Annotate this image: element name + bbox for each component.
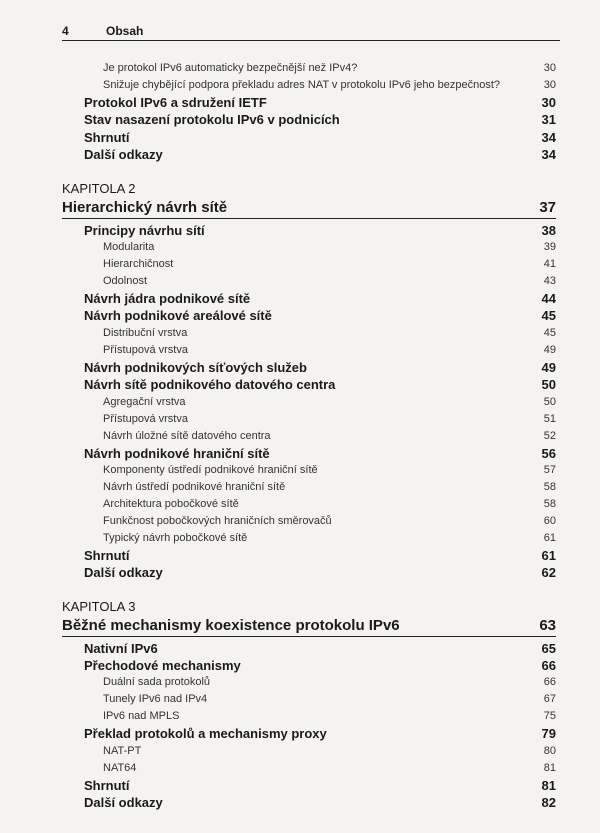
toc-section[interactable] — [62, 307, 556, 324]
toc-entry-title: Návrh ústředí podnikové hraniční sítě — [103, 480, 286, 493]
toc-entry-title: Další odkazy — [84, 795, 163, 811]
toc-entry-page: 66 — [543, 676, 556, 689]
toc-section[interactable] — [62, 725, 556, 742]
toc-entry-title: Přístupová vrstva — [103, 343, 188, 356]
toc-subsection[interactable] — [62, 530, 556, 547]
toc-entry-page: 34 — [541, 129, 556, 145]
toc-entry-title: Návrh jádra podnikové sítě — [84, 290, 251, 306]
page-number: 4 — [62, 24, 69, 38]
toc-section[interactable] — [62, 376, 556, 393]
toc-entry-title: Návrh podnikové hraniční sítě — [84, 445, 270, 461]
toc-entry-page: 49 — [543, 343, 556, 356]
toc-subsection[interactable] — [62, 496, 556, 513]
chapter-label[interactable] — [62, 598, 556, 616]
toc-entry-page: 58 — [543, 497, 556, 510]
toc-entry-page: 58 — [543, 480, 556, 493]
toc-entry-page: 39 — [543, 240, 556, 253]
toc-entry-title: Agregační vrstva — [103, 395, 186, 408]
toc-entry-title: Návrh podnikových síťových služeb — [84, 359, 307, 375]
toc-subsection[interactable] — [62, 239, 556, 256]
table-of-contents — [62, 60, 556, 812]
toc-entry-page: 45 — [543, 326, 556, 339]
toc-section[interactable] — [62, 359, 556, 376]
toc-subsection[interactable] — [62, 411, 556, 428]
toc-entry-title: Hierarchičnost — [103, 257, 174, 270]
toc-subsection[interactable] — [62, 256, 556, 273]
toc-entry-title: Další odkazy — [84, 565, 163, 581]
toc-entry-title: NAT-PT — [103, 744, 142, 757]
toc-entry-title: Překlad protokolů a mechanismy proxy — [84, 726, 327, 742]
toc-entry-title: Protokol IPv6 a sdružení IETF — [84, 95, 267, 110]
toc-entry-title: Shrnutí — [84, 129, 130, 145]
toc-section[interactable] — [62, 129, 556, 146]
toc-entry-page: 67 — [543, 693, 556, 706]
toc-entry-page: 50 — [541, 377, 556, 393]
toc-entry-title: Typický návrh pobočkové sítě — [103, 531, 248, 544]
toc-entry-page: 51 — [543, 412, 556, 425]
toc-entry-page: 62 — [541, 565, 556, 581]
toc-entry-page: 34 — [541, 147, 556, 163]
toc-section[interactable] — [62, 564, 556, 581]
toc-entry-title: Snižuje chybějící podpora překladu adres NAT v protokolu IPv6 jeho bezpečnost? — [103, 79, 501, 91]
toc-entry-title: IPv6 nad MPLS — [103, 710, 180, 723]
toc-subsection[interactable] — [62, 325, 556, 342]
toc-subsection[interactable] — [62, 428, 556, 445]
toc-section[interactable] — [62, 777, 556, 794]
toc-entry-title: Architektura pobočkové sítě — [103, 497, 239, 510]
toc-entry-page: 52 — [543, 429, 556, 442]
toc-entry-page: 30 — [543, 79, 556, 91]
toc-subsection[interactable] — [62, 394, 556, 411]
toc-subsection[interactable] — [62, 60, 556, 77]
toc-entry-page: 65 — [541, 640, 556, 656]
toc-entry-title: Shrnutí — [84, 547, 130, 563]
toc-entry-page: 66 — [541, 658, 556, 674]
chapter-label[interactable] — [62, 180, 556, 198]
toc-entry-title: Shrnutí — [84, 777, 130, 793]
toc-subsection[interactable] — [62, 342, 556, 359]
toc-entry-title: Návrh podnikové areálové sítě — [84, 308, 272, 324]
toc-section[interactable] — [62, 290, 556, 307]
toc-subsection[interactable] — [62, 479, 556, 496]
toc-entry-title: KAPITOLA 2 — [62, 180, 136, 196]
toc-subsection[interactable] — [62, 77, 556, 94]
toc-subsection[interactable] — [62, 513, 556, 530]
toc-section[interactable] — [62, 94, 556, 111]
toc-entry-title: Přechodové mechanismy — [84, 658, 241, 674]
toc-subsection[interactable] — [62, 674, 556, 691]
toc-entry-title: Modularita — [103, 240, 155, 253]
toc-entry-page: 43 — [543, 274, 556, 287]
toc-entry-title: Duální sada protokolů — [103, 676, 211, 689]
toc-subsection[interactable] — [62, 691, 556, 708]
toc-entry-page: 50 — [543, 395, 556, 408]
running-title: Obsah — [106, 24, 144, 38]
toc-entry-title: Nativní IPv6 — [84, 640, 158, 656]
toc-section[interactable] — [62, 146, 556, 163]
toc-section[interactable] — [62, 657, 556, 674]
toc-entry-page: 38 — [541, 222, 556, 238]
toc-section[interactable] — [62, 547, 556, 564]
toc-entry-page: 30 — [543, 62, 556, 74]
toc-entry-page: 56 — [541, 445, 556, 461]
toc-subsection[interactable] — [62, 760, 556, 777]
toc-entry-title: Komponenty ústředí podnikové hraniční sítě — [103, 463, 318, 476]
toc-section[interactable] — [62, 222, 556, 239]
toc-entry-page: 75 — [543, 710, 556, 723]
toc-entry-page: 44 — [541, 290, 556, 306]
toc-section[interactable] — [62, 794, 556, 811]
toc-entry-title: Přístupová vrstva — [103, 412, 188, 425]
toc-entry-page: 31 — [541, 112, 556, 128]
toc-entry-title: Návrh úložné sítě datového centra — [103, 429, 271, 442]
toc-entry-page: 63 — [539, 616, 556, 634]
toc-subsection[interactable] — [62, 708, 556, 725]
toc-entry-page: 80 — [543, 744, 556, 757]
toc-entry-page: 45 — [541, 308, 556, 324]
toc-entry-title: Principy návrhu sítí — [84, 222, 205, 238]
toc-entry-page: 61 — [543, 531, 556, 544]
toc-entry-page: 82 — [541, 795, 556, 811]
toc-entry-page: 49 — [541, 359, 556, 375]
toc-entry-page: 37 — [539, 198, 556, 216]
page-header — [62, 24, 560, 38]
toc-section[interactable] — [62, 111, 556, 128]
toc-entry-title: Běžné mechanismy koexistence protokolu IPv6 — [62, 616, 400, 634]
toc-entry-title: Další odkazy — [84, 147, 163, 163]
toc-entry-page: 81 — [541, 777, 556, 793]
chapter-title[interactable] — [62, 198, 556, 219]
toc-entry-title: Hierarchický návrh sítě — [62, 198, 228, 216]
chapter-title[interactable] — [62, 616, 556, 637]
toc-entry-page: 79 — [541, 726, 556, 742]
toc-entry-page: 57 — [543, 463, 556, 476]
toc-entry-title: Odolnost — [103, 274, 148, 287]
toc-entry-title: KAPITOLA 3 — [62, 598, 136, 614]
toc-entry-title: Tunely IPv6 nad IPv4 — [103, 693, 208, 706]
toc-entry-page: 61 — [541, 547, 556, 563]
toc-subsection[interactable] — [62, 462, 556, 479]
toc-entry-title: Funkčnost pobočkových hraničních směrovačů — [103, 514, 332, 527]
toc-entry-title: NAT64 — [103, 761, 137, 774]
toc-entry-page: 60 — [543, 514, 556, 527]
toc-entry-page: 81 — [543, 761, 556, 774]
toc-entry-title: Návrh sítě podnikového datového centra — [84, 377, 336, 393]
header-rule — [62, 40, 560, 41]
toc-entry-title: Je protokol IPv6 automaticky bezpečnější než IPv4? — [103, 62, 358, 74]
toc-entry-title: Stav nasazení protokolu IPv6 v podnicích — [84, 112, 340, 128]
toc-subsection[interactable] — [62, 273, 556, 290]
toc-entry-page: 41 — [543, 257, 556, 270]
toc-section[interactable] — [62, 640, 556, 657]
toc-subsection[interactable] — [62, 743, 556, 760]
toc-section[interactable] — [62, 445, 556, 462]
toc-entry-page: 30 — [541, 95, 556, 110]
toc-entry-title: Distribuční vrstva — [103, 326, 188, 339]
